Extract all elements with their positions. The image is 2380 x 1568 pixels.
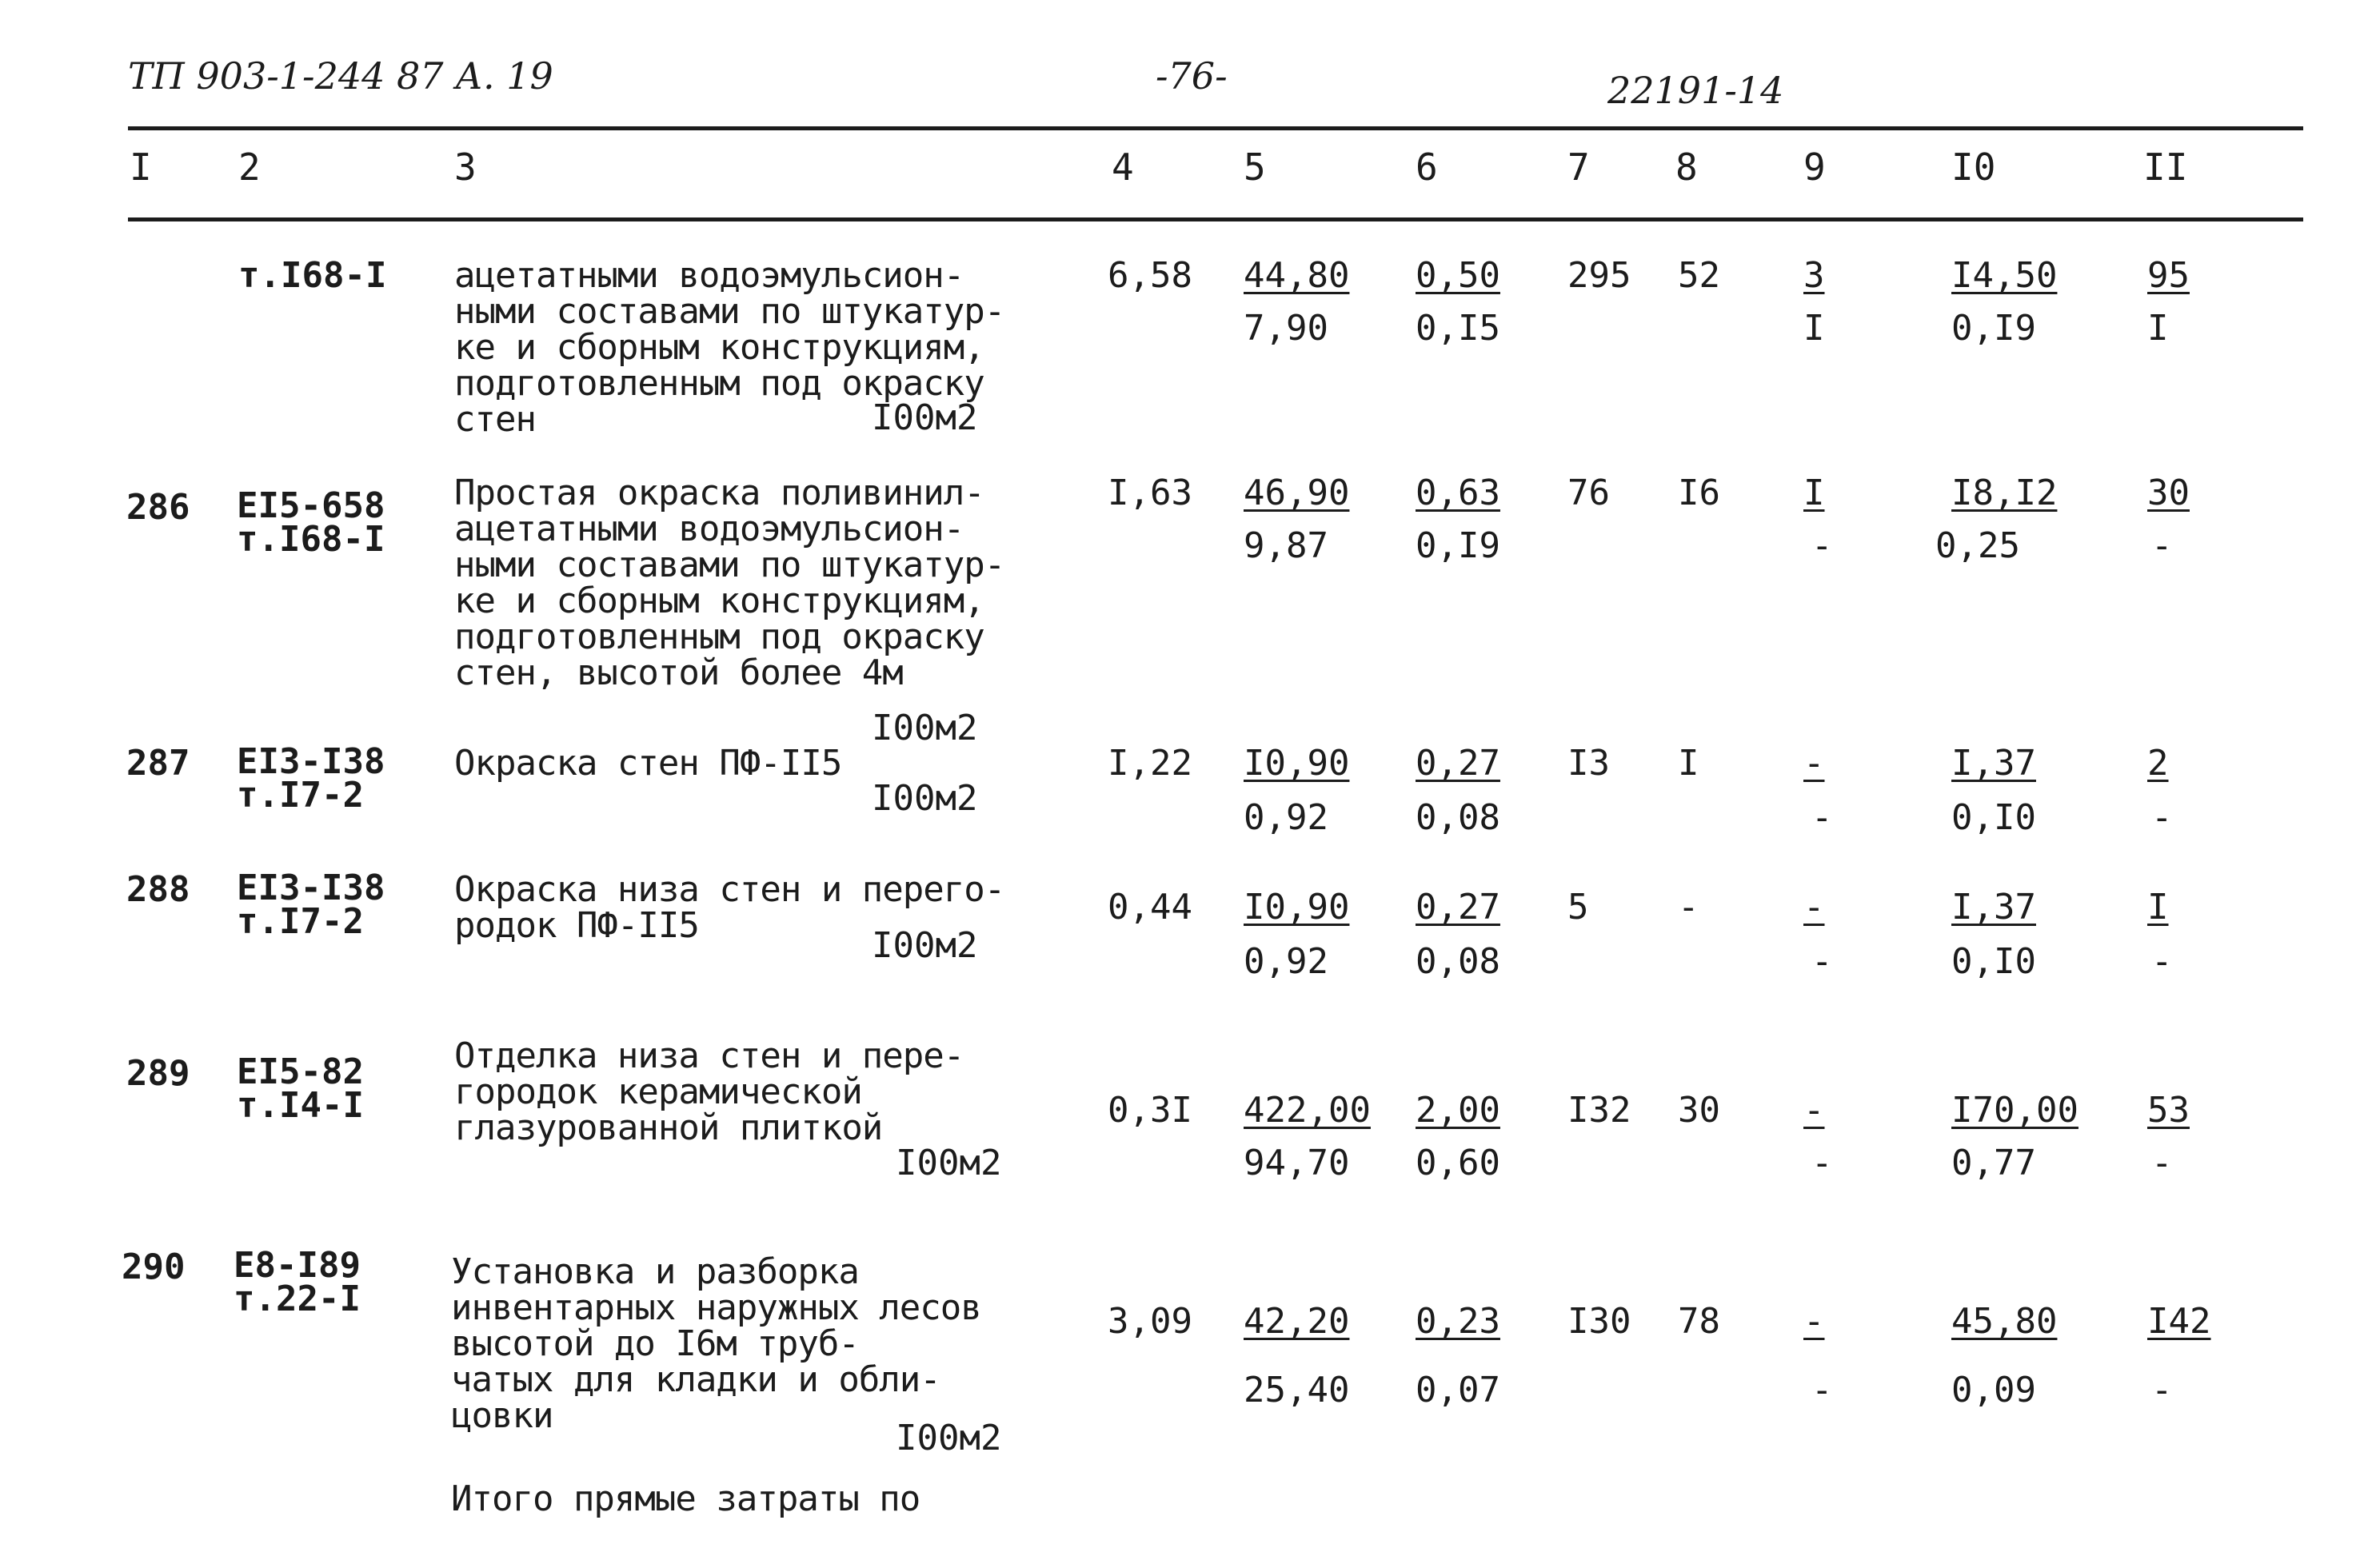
row-description: Установка и разборка инвентарных наружных лесов высотой до I6м труб- чатых для кладки и обли- цовки (451, 1251, 981, 1436)
row-description: ацетатными водоэмульсион- ными составами по штукатур- ке и сборным конструкциям, подготовленным под окраску стен (454, 255, 1005, 440)
row-col11-bottom: - (2151, 525, 2173, 566)
column-header-1: I (130, 146, 152, 189)
row-col4: I,22 (1108, 743, 1192, 784)
row-col11-top: 30 (2147, 473, 2190, 513)
row-col5-bottom: 94,70 (1244, 1143, 1350, 1183)
column-header-4: 4 (1112, 146, 1134, 189)
row-col9-bottom: - (1811, 797, 1833, 838)
row-col9-top: - (1803, 887, 1825, 928)
row-col9-bottom: - (1811, 525, 1833, 566)
row-col7: 5 (1567, 887, 1589, 928)
row-col10-bottom: 0,25 (1935, 525, 2020, 566)
column-header-5: 5 (1244, 146, 1266, 189)
row-col10-top: I,37 (1951, 887, 2036, 928)
row-col7: I32 (1567, 1090, 1631, 1131)
row-col6-bottom: 0,I5 (1416, 308, 1500, 349)
row-number: 286 (126, 487, 190, 528)
row-col9-top: - (1803, 1301, 1825, 1342)
row-col7: 295 (1567, 255, 1631, 296)
row-col6-top: 0,27 (1416, 887, 1500, 928)
row-unit: I00м2 (872, 778, 978, 819)
row-code: т.I68-I (238, 255, 387, 296)
row-col8: - (1678, 887, 1699, 928)
row-code: EI5-82 т.I4-I (237, 1051, 364, 1126)
row-description: Окраска стен ПФ-II5 (454, 743, 842, 784)
row-col5-top: 42,20 (1244, 1301, 1350, 1342)
row-col10-top: I,37 (1951, 743, 2036, 784)
row-code: EI3-I38 т.I7-2 (237, 741, 385, 816)
row-number: 287 (126, 743, 190, 784)
column-header-11: II (2143, 146, 2188, 189)
row-col9-top: - (1803, 1090, 1825, 1131)
column-header-2: 2 (238, 146, 261, 189)
row-col11-top: 2 (2147, 743, 2169, 784)
row-col6-top: 0,50 (1416, 255, 1500, 296)
page-number: -76- (1156, 54, 1228, 98)
row-col10-top: 45,80 (1951, 1301, 2058, 1342)
column-header-3: 3 (454, 146, 477, 189)
row-code: E8-I89 т.22-I (234, 1245, 361, 1319)
row-col5-top: 46,90 (1244, 473, 1350, 513)
row-col5-top: 422,00 (1244, 1090, 1371, 1131)
row-col5-bottom: 9,87 (1244, 525, 1328, 566)
row-col8: 78 (1678, 1301, 1720, 1342)
row-col5-top: I0,90 (1244, 887, 1350, 928)
column-header-6: 6 (1416, 146, 1438, 189)
row-col11-top: 53 (2147, 1090, 2190, 1131)
row-col11-bottom: - (2151, 1370, 2173, 1410)
row-col8: I (1678, 743, 1699, 784)
row-col9-bottom: I (1803, 308, 1825, 349)
row-col5-bottom: 0,92 (1244, 797, 1328, 838)
row-description: Окраска низа стен и перего- родок ПФ-II5 (454, 869, 1005, 946)
row-col6-bottom: 0,07 (1416, 1370, 1500, 1410)
row-col4: 0,3I (1108, 1090, 1192, 1131)
row-code: EI3-I38 т.I7-2 (237, 868, 385, 942)
column-header-8: 8 (1675, 146, 1698, 189)
column-header-9: 9 (1803, 146, 1826, 189)
row-col5-bottom: 7,90 (1244, 308, 1328, 349)
row-col4: 0,44 (1108, 887, 1192, 928)
row-code: EI5-658 т.I68-I (237, 485, 385, 560)
column-header-7: 7 (1567, 146, 1590, 189)
row-col5-top: I0,90 (1244, 743, 1350, 784)
row-col7: I30 (1567, 1301, 1631, 1342)
row-number: 290 (122, 1247, 186, 1287)
subtotal-label: Итого прямые затраты по (451, 1478, 920, 1519)
row-col9-bottom: - (1811, 941, 1833, 982)
row-col8: 30 (1678, 1090, 1720, 1131)
row-col6-top: 0,23 (1416, 1301, 1500, 1342)
row-col11-bottom: - (2151, 797, 2173, 838)
row-col10-bottom: 0,I0 (1951, 797, 2036, 838)
row-col10-bottom: 0,I9 (1951, 308, 2036, 349)
row-col6-bottom: 0,08 (1416, 797, 1500, 838)
row-col6-bottom: 0,08 (1416, 941, 1500, 982)
row-col11-top: I42 (2147, 1301, 2211, 1342)
row-col9-bottom: - (1811, 1143, 1833, 1183)
reference-number: 22191-14 (1607, 69, 1784, 112)
row-number: 288 (126, 869, 190, 910)
row-col8: I6 (1678, 473, 1720, 513)
row-col4: 3,09 (1108, 1301, 1192, 1342)
header-rule (128, 217, 2303, 221)
row-number: 289 (126, 1053, 190, 1094)
row-col11-top: 95 (2147, 255, 2190, 296)
row-col9-top: - (1803, 743, 1825, 784)
row-col11-bottom: - (2151, 941, 2173, 982)
row-col5-bottom: 0,92 (1244, 941, 1328, 982)
row-col10-bottom: 0,I0 (1951, 941, 2036, 982)
row-col10-top: I4,50 (1951, 255, 2058, 296)
row-col9-top: 3 (1803, 255, 1825, 296)
row-col7: I3 (1567, 743, 1610, 784)
row-col6-bottom: 0,60 (1416, 1143, 1500, 1183)
row-unit: I00м2 (872, 397, 978, 438)
row-col6-top: 2,00 (1416, 1090, 1500, 1131)
row-col8: 52 (1678, 255, 1720, 296)
row-description: Отделка низа стен и пере- городок керамической глазурованной плиткой (454, 1035, 964, 1148)
row-col6-top: 0,63 (1416, 473, 1500, 513)
row-col10-bottom: 0,77 (1951, 1143, 2036, 1183)
top-rule (128, 126, 2303, 130)
row-col5-top: 44,80 (1244, 255, 1350, 296)
row-col6-bottom: 0,I9 (1416, 525, 1500, 566)
row-unit: I00м2 (896, 1418, 1002, 1458)
row-col10-top: I70,00 (1951, 1090, 2079, 1131)
row-col4: 6,58 (1108, 255, 1192, 296)
row-col11-bottom: - (2151, 1143, 2173, 1183)
row-col4: I,63 (1108, 473, 1192, 513)
row-col10-bottom: 0,09 (1951, 1370, 2036, 1410)
row-col11-top: I (2147, 887, 2169, 928)
column-header-10: I0 (1951, 146, 1996, 189)
row-col9-top: I (1803, 473, 1825, 513)
row-col6-top: 0,27 (1416, 743, 1500, 784)
row-col9-bottom: - (1811, 1370, 1833, 1410)
row-col11-bottom: I (2147, 308, 2169, 349)
document-code: ТП 903-1-244 87 А. 19 (128, 54, 553, 98)
row-unit: I00м2 (896, 1143, 1002, 1183)
row-description: Простая окраска поливинил- ацетатными водоэмульсион- ными составами по штукатур- ке и сборным конструкциям, подготовленным под окраску стен, высотой более 4м (454, 473, 1005, 693)
row-unit: I00м2 (872, 925, 978, 966)
row-col10-top: I8,I2 (1951, 473, 2058, 513)
row-col7: 76 (1567, 473, 1610, 513)
row-unit: I00м2 (872, 708, 978, 748)
row-col5-bottom: 25,40 (1244, 1370, 1350, 1410)
